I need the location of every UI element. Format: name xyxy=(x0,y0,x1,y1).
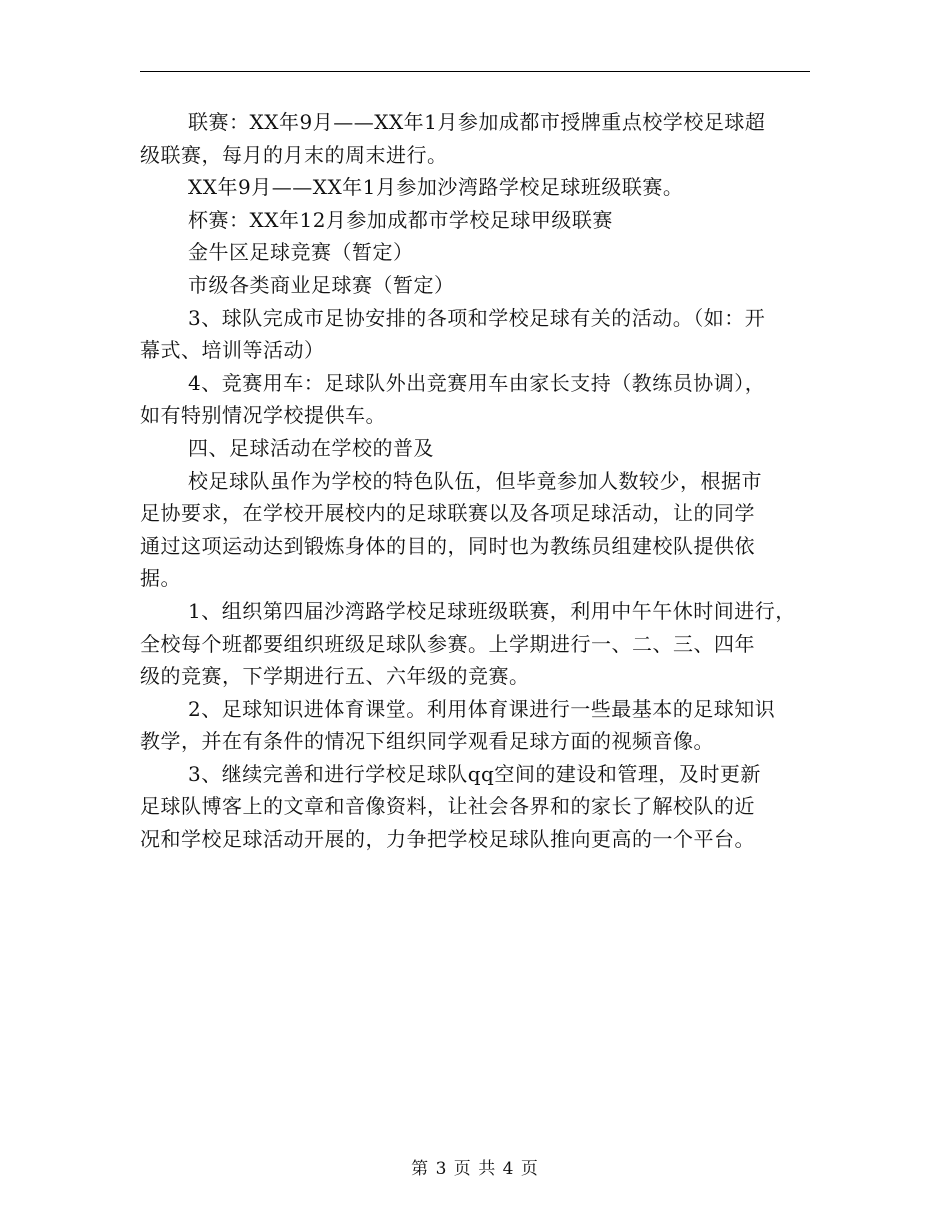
text-line: 足协要求，在学校开展校内的足球联赛以及各项足球活动，让的同学 xyxy=(140,501,755,526)
text-line: 如有特别情况学校提供车。 xyxy=(140,403,386,428)
text-line: 况和学校足球活动开展的，力争把学校足球队推向更高的一个平台。 xyxy=(140,827,755,852)
text-line: 市级各类商业足球赛（暂定） xyxy=(188,272,455,297)
section-heading: 四、足球活动在学校的普及 xyxy=(188,435,434,460)
text-line: 3、球队完成市足协安排的各项和学校足球有关的活动。（如：开 xyxy=(188,305,766,330)
text-line: 教学，并在有条件的情况下组织同学观看足球方面的视频音像。 xyxy=(140,729,714,754)
text-line: 通过这项运动达到锻炼身体的目的，同时也为教练员组建校队提供依 xyxy=(140,533,755,558)
header-rule xyxy=(140,71,810,72)
text-line: 联赛：XX年9月——XX年1月参加成都市授牌重点校学校足球超 xyxy=(188,110,766,134)
text-line: 级联赛，每月的月末的周末进行。 xyxy=(140,142,448,167)
text-line: 幕式、培训等活动） xyxy=(140,338,325,363)
text-line: 全校每个班都要组织班级足球队参赛。上学期进行一、二、三、四年 xyxy=(140,631,755,656)
text-line: 金牛区足球竞赛（暂定） xyxy=(188,240,414,265)
document-body xyxy=(140,106,820,856)
text-line: 2、足球知识进体育课堂。利用体育课进行一些最基本的足球知识 xyxy=(188,696,776,721)
text-line: 3、继续完善和进行学校足球队qq空间的建设和管理，及时更新 xyxy=(188,761,761,786)
text-line: 级的竞赛，下学期进行五、六年级的竞赛。 xyxy=(140,664,530,689)
text-line: 杯赛：XX年12月参加成都市学校足球甲级联赛 xyxy=(188,207,613,232)
text-line: 1、组织第四届沙湾路学校足球班级联赛，利用中午午休时间进行， xyxy=(188,598,796,623)
page-number: 第 3 页 共 4 页 xyxy=(411,1159,539,1179)
text-line: 4、竞赛用车：足球队外出竞赛用车由家长支持（教练员协调）， xyxy=(188,370,766,395)
text-line: 据。 xyxy=(140,566,181,591)
text-line: 校足球队虽作为学校的特色队伍，但毕竟参加人数较少，根据市 xyxy=(188,468,762,493)
text-line: 足球队博客上的文章和音像资料，让社会各界和的家长了解校队的近 xyxy=(140,794,755,819)
text-line: XX年9月——XX年1月参加沙湾路学校足球班级联赛。 xyxy=(188,175,684,200)
